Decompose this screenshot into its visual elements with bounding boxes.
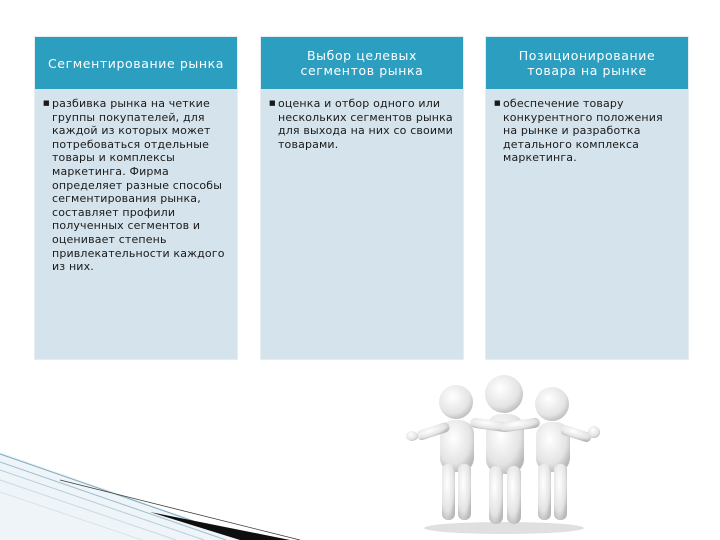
three-people-figures [404, 368, 604, 536]
column-target-selection [260, 36, 464, 360]
bullet-item [269, 97, 453, 151]
bullet-item [43, 97, 227, 274]
column-body [486, 89, 688, 165]
column-header: Сегментирование рынка [35, 37, 237, 89]
square-bullet-icon: ■ [494, 99, 501, 107]
square-bullet-icon: ■ [269, 99, 276, 107]
process-columns [34, 36, 690, 360]
bullet-text: обеспечение товару конкурентного положения на рынке и разработка детального комплекса маркетинга. [503, 97, 663, 165]
column-body [35, 89, 237, 274]
column-header: Позиционирование товара на рынке [486, 37, 688, 89]
bullet-text: оценка и отбор одного или нескольких сегментов рынка для выхода на них со своими товарами. [278, 97, 453, 151]
column-body [261, 89, 463, 151]
column-positioning [485, 36, 689, 360]
bullet-item [494, 97, 678, 165]
square-bullet-icon: ■ [43, 99, 50, 107]
decorative-stripes [0, 440, 400, 540]
column-header: Выбор целевых сегментов рынка [261, 37, 463, 89]
bullet-text: разбивка рынка на четкие группы покупателей, для каждой из которых может потребоваться отдельные товары и комплексы маркетинга. Фирма определяет разные способы сегментирования рынка, составляет профили полученных сегментов и оценивает степень привлекательности каждого из них. [52, 97, 225, 274]
column-segmentation [34, 36, 238, 360]
